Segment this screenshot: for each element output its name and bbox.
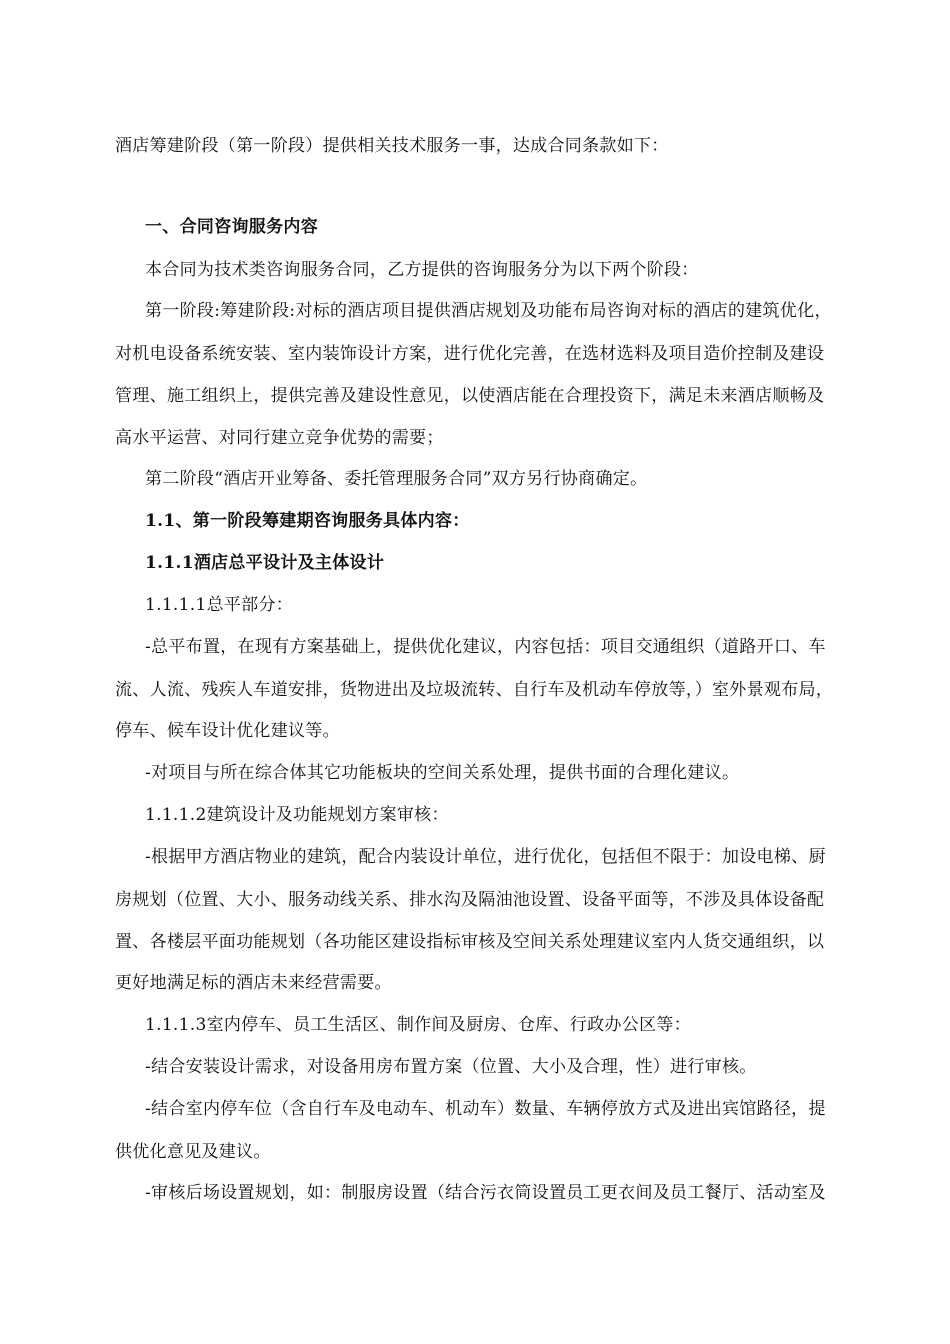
body-paragraph-continuation: 对机电设备系统安装、室内装饰设计方案，进行优化完善，在选材选料及项目造价控制及建设 — [115, 344, 825, 364]
body-paragraph: -结合室内停车位（含自行车及电动车、机动车）数量、车辆停放方式及进出宾馆路径，提 — [145, 1099, 826, 1119]
item-heading: 1.1.1.3室内停车、员工生活区、制作间及厨房、仓库、行政办公区等： — [145, 1015, 691, 1035]
body-paragraph-continuation: 高水平运营、对同行建立竞争优势的需要； — [115, 428, 444, 448]
body-paragraph-continuation: 停车、候车设计优化建议等。 — [115, 721, 340, 741]
subsection-heading: 1.1.1酒店总平设计及主体设计 — [145, 553, 385, 573]
body-paragraph-continuation: 管理、施工组织上，提供完善及建设性意见，以使酒店能在合理投资下，满足未来酒店顺畅及 — [115, 386, 825, 406]
body-paragraph: 第一阶段:筹建阶段:对标的酒店项目提供酒店规划及功能布局咨询对标的酒店的建筑优化， — [145, 301, 832, 321]
body-paragraph: -对项目与所在综合体其它功能板块的空间关系处理，提供书面的合理化建议。 — [145, 763, 740, 783]
body-paragraph: 本合同为技术类咨询服务合同，乙方提供的咨询服务分为以下两个阶段： — [145, 260, 699, 280]
body-paragraph-continuation: 更好地满足标的酒店未来经营需要。 — [115, 973, 392, 993]
subsection-heading: 1.1、第一阶段筹建期咨询服务具体内容： — [145, 511, 470, 531]
body-paragraph-continuation: 置、各楼层平面功能规划（各功能区建设指标审核及空间关系处理建议室内人货交通组织，以 — [115, 932, 825, 952]
body-paragraph-continuation: 房规划（位置、大小、服务动线关系、排水沟及隔油池设置、设备平面等，不涉及具体设备配 — [115, 890, 825, 910]
body-paragraph: -审核后场设置规划，如：制服房设置（结合污衣筒设置员工更衣间及员工餐厅、活动室及 — [145, 1183, 826, 1203]
body-paragraph: -总平布置，在现有方案基础上，提供优化建议，内容包括：项目交通组织（道路开口、车 — [145, 637, 826, 657]
item-heading: 1.1.1.1总平部分： — [145, 595, 294, 615]
section-heading: 一、合同咨询服务内容 — [145, 217, 318, 237]
body-paragraph: 第二阶段“酒店开业筹备、委托管理服务合同”双方另行协商确定。 — [145, 469, 648, 489]
body-paragraph-continuation: 流、人流、残疾人车道安排，货物进出及垃圾流转、自行车及机动车停放等，）室外景观布局， — [115, 680, 834, 700]
body-paragraph-continuation: 供优化意见及建议。 — [115, 1142, 271, 1162]
intro-paragraph: 酒店筹建阶段（第一阶段）提供相关技术服务一事，达成合同条款如下： — [115, 136, 669, 156]
body-paragraph: -根据甲方酒店物业的建筑，配合内装设计单位，进行优化，包括但不限于：加设电梯、厨 — [145, 847, 826, 867]
item-heading: 1.1.1.2建筑设计及功能规划方案审核： — [145, 805, 449, 825]
body-paragraph: -结合安装设计需求，对设备用房布置方案（位置、大小及合理，性）进行审核。 — [145, 1057, 757, 1077]
